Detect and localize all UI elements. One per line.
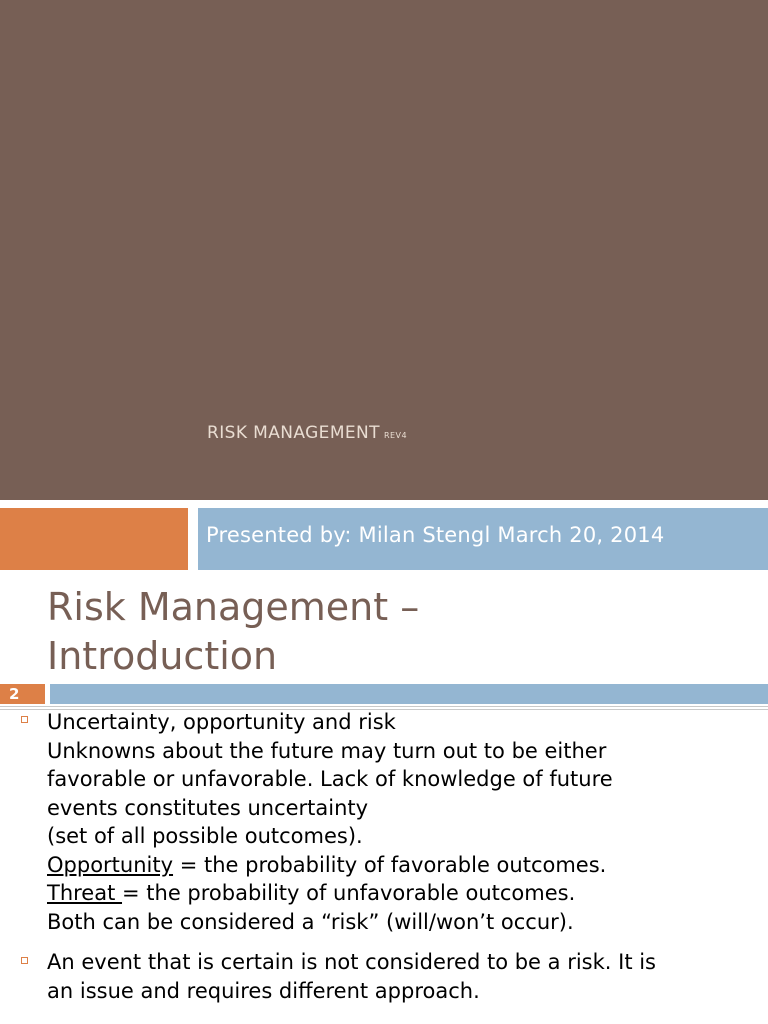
title-slide	[0, 0, 768, 500]
bullet-line: Uncertainty, opportunity and risk	[47, 710, 396, 734]
bullet-line: favorable or unfavorable. Lack of knowledge of future	[47, 767, 613, 791]
bullet-square-icon	[21, 957, 28, 964]
bullet-line: Unknowns about the future may turn out to be either	[47, 738, 607, 763]
presenter-line: Presented by: Milan Stengl March 20, 2014	[206, 523, 665, 547]
bullet-line: (set of all possible outcomes).	[47, 824, 363, 848]
bullet-line: events constitutes uncertainty	[47, 795, 369, 820]
slide-divider	[0, 500, 768, 508]
content-slide-title	[47, 583, 747, 681]
bullet-line: An event that is certain is not considered to be a risk. It is	[47, 950, 656, 974]
slide-number-bar	[50, 684, 768, 704]
threat-line: Threat = the probability of unfavorable outcomes.	[47, 881, 576, 905]
slide-number: 2	[0, 684, 45, 704]
opportunity-term: Opportunity	[47, 852, 174, 877]
opportunity-line: Opportunity = the probability of favorable outcomes.	[47, 852, 607, 877]
threat-term: Threat	[47, 881, 123, 905]
title-line-2: Introduction	[47, 634, 278, 678]
slide-title: RISK MANAGEMENT REV4	[207, 423, 408, 443]
revision-label: REV4	[383, 431, 408, 440]
list-item	[47, 948, 757, 1005]
accent-block-orange	[0, 508, 188, 570]
bullet-line: Both can be considered a “risk” (will/won’t occur).	[47, 909, 574, 934]
divider-line	[0, 706, 768, 707]
bullet-line: an issue and requires different approach.	[47, 978, 480, 1003]
bullet-square-icon	[21, 716, 28, 723]
title-line-1: Risk Management –	[47, 585, 420, 629]
list-item	[47, 708, 757, 936]
